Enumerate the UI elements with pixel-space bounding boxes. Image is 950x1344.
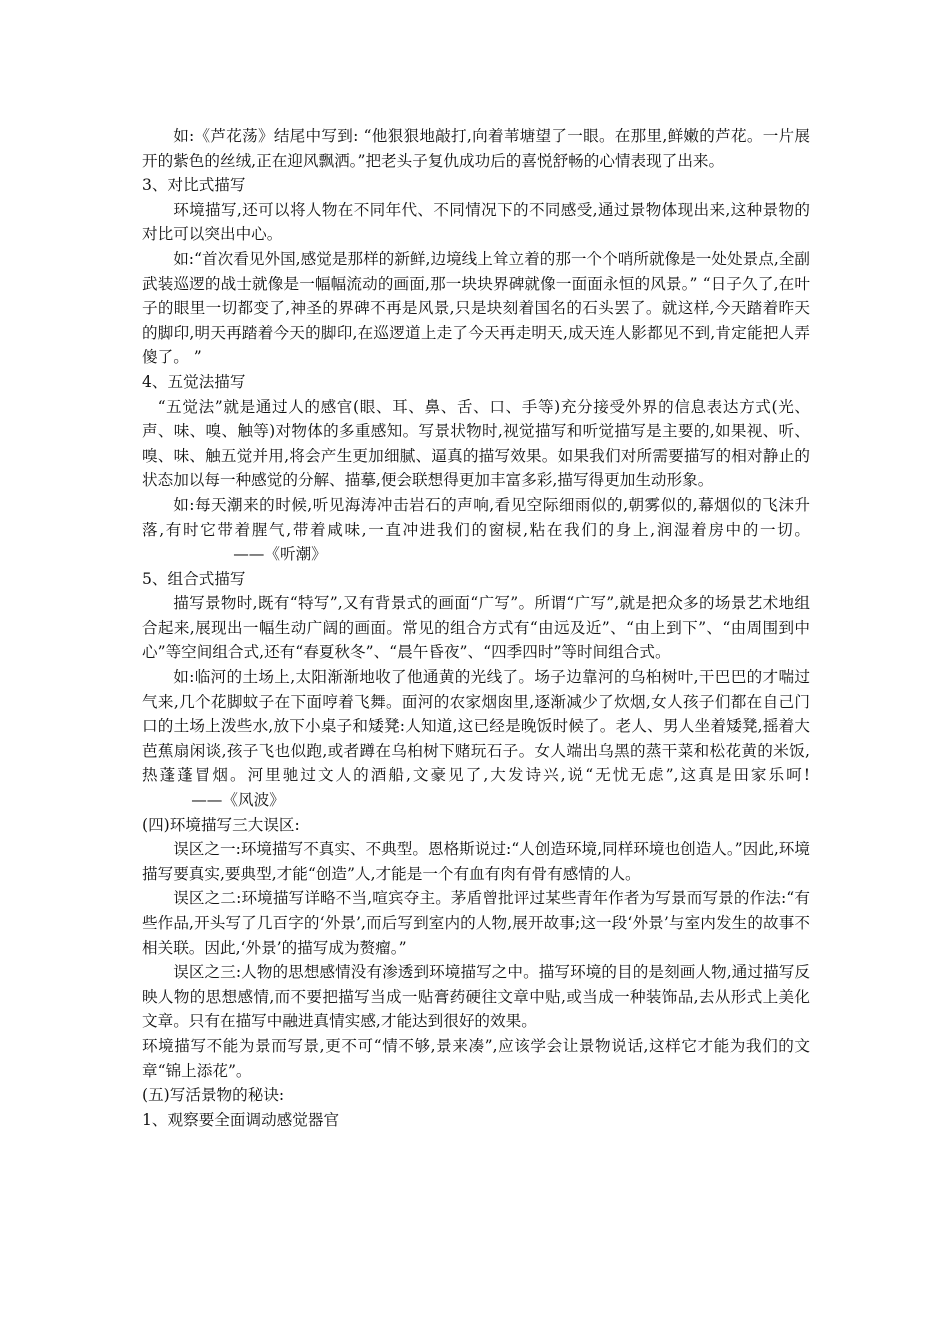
paragraph-fengbo-example — [142, 665, 810, 813]
paragraph-tingchao-example — [142, 493, 810, 567]
heading-contrast-description: 3、对比式描写 — [142, 176, 246, 195]
paragraph-summary: 环境描写不能为景而写景,更不可“情不够,景来凑”,应该学会让景物说话,这样它才能为我们的文章“锦上添花”。 — [142, 1036, 810, 1080]
paragraph-luhuadang-example: 如:《芦花荡》结尾中写到: “他狠狠地敲打,向着苇塘望了一眼。在那里,鲜嫩的芦花。一片展开的紫色的丝绒,正在迎风飘洒。”把老头子复仇成功后的喜悦舒畅的心情表现了出来。 — [142, 127, 810, 170]
fengbo-text: 如:临河的土场上,太阳渐渐地收了他通黄的光线了。场子边靠河的乌桕树叶,干巴巴的才喘过气来,几个花脚蚊子在下面哼着飞舞。面河的农家烟囱里,逐渐减少了炊烟,女人孩子们都在自己门口的土场上泼些水,放下小桌子和矮凳:人知道,这已经是晚饭时候了。老人、男人坐着矮凳,摇着大芭蕉扇闲谈,孩子飞也似跑,或者蹲在乌桕树下赌玩石子。女人端出乌黑的蒸干菜和松花黄的米饭,热蓬蓬冒烟。河里驰过文人的酒船,文豪见了,大发诗兴,说“无忧无虑”,这真是田家乐呵! — [142, 668, 810, 785]
paragraph-combination-intro: 描写景物时,既有“特写”,又有背景式的画面“广写”。所谓“广写”,就是把众多的场景艺术地组合起来,展现出一幅生动广阔的画面。常见的组合方式有“由远及近”、“由上到下”、“由周围到中心”等空间组合式,还有“春夏秋冬”、“晨午昏夜”、“四季四时”等时间组合式。 — [142, 594, 810, 662]
paragraph-contrast-example: 如:“首次看见外国,感觉是那样的新鲜,边境线上耸立着的那一个个哨所就像是一处处景点,全副武装巡逻的战士就像是一幅幅流动的画面,那一块块界碑就像一面面永恒的风景。” “日子久了,在叶子的眼里一切都变了,神圣的界碑不再是风景,只是块刻着国名的石头罢了。就这样,今天踏着昨天的脚印,明天再踏着今天的脚印,在巡逻道上走了今天再走明天,成天连人影都见不到,肯定能把人弄傻了。 ” — [142, 249, 810, 367]
heading-three-mistakes: (四)环境描写三大误区: — [142, 815, 300, 834]
document-page — [142, 124, 810, 1132]
paragraph-contrast-intro: 环境描写,还可以将人物在不同年代、不同情况下的不同感受,通过景物体现出来,这种景物的对比可以突出中心。 — [142, 200, 810, 244]
heading-secrets: (五)写活景物的秘诀: — [142, 1086, 285, 1105]
heading-five-senses: 4、五觉法描写 — [142, 372, 246, 391]
paragraph-mistake-two: 误区之二:环境描写详略不当,喧宾夺主。茅盾曾批评过某些青年作者为写景而写景的作法:“有些作品,开头写了几百字的‘外景’,而后写到室内的人物,展开故事;这一段‘外景’与室内发生的故事不相关联。因此,‘外景’的描写成为赘瘤。” — [142, 889, 810, 957]
paragraph-mistake-three: 误区之三:人物的思想感情没有渗透到环境描写之中。描写环境的目的是刻画人物,通过描写反映人物的思想感情,而不要把描写当成一贴膏药硬往文章中贴,或当成一种装饰品,去从形式上美化文章。只有在描写中融进真情实感,才能达到很好的效果。 — [142, 963, 810, 1031]
heading-combination: 5、组合式描写 — [142, 569, 246, 588]
tingchao-source: ——《听潮》 — [233, 545, 327, 564]
fengbo-source: ——《风波》 — [191, 791, 285, 810]
paragraph-five-senses-intro: “五觉法”就是通过人的感官(眼、耳、鼻、舌、口、手等)充分接受外界的信息表达方式(光、声、味、嗅、触等)对物体的多重感知。写景状物时,视觉描写和听觉描写是主要的,如果视、听、嗅、味、触五觉并用,将会产生更加细腻、逼真的描写效果。如果我们对所需要描写的相对静止的状态加以每一种感觉的分解、描摹,便会联想得更加丰富多彩,描写得更加生动形象。 — [142, 397, 810, 490]
tingchao-text: 如:每天潮来的时候,听见海涛冲击岩石的声响,看见空际细雨似的,朝雾似的,幕烟似的飞沫升落,有时它带着腥气,带着咸味,一直冲进我们的窗棂,粘在我们的身上,润湿着房中的一切。 — [142, 495, 810, 539]
heading-observe-senses: 1、观察要全面调动感觉器官 — [142, 1110, 340, 1129]
paragraph-mistake-one: 误区之一:环境描写不真实、不典型。恩格斯说过:“人创造环境,同样环境也创造人。”因此,环境描写要真实,要典型,才能“创造”人,才能是一个有血有肉有骨有感情的人。 — [142, 840, 810, 883]
